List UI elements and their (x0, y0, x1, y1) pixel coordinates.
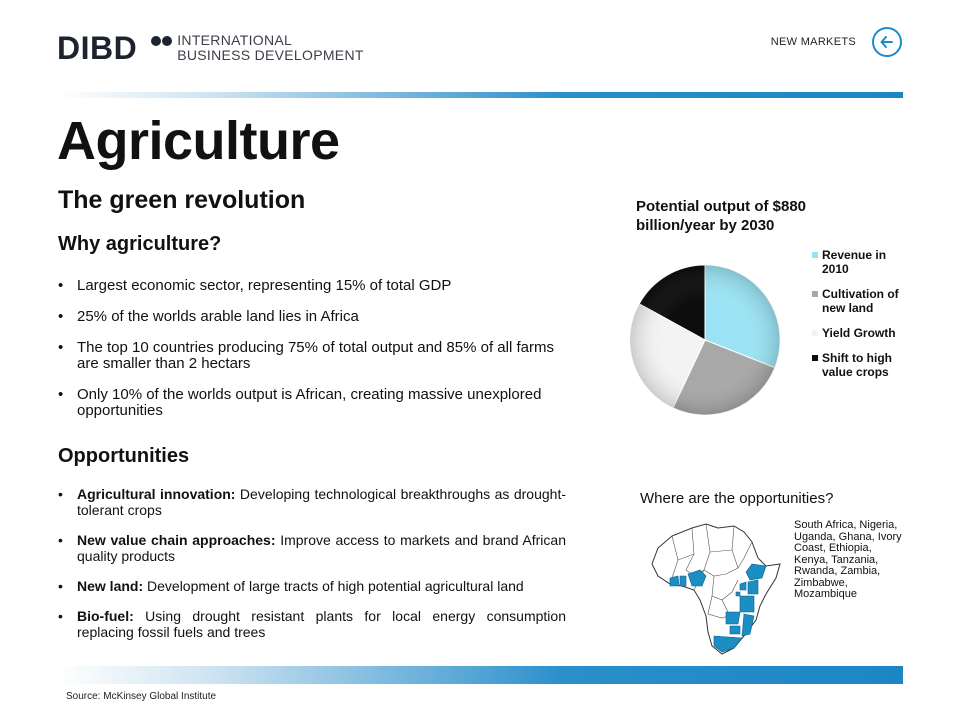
legend-swatch (812, 291, 818, 297)
why-heading: Why agriculture? (58, 233, 222, 255)
africa-outline (652, 524, 780, 654)
opportunity-bullet-text: Developing technological breakthroughs as drought-tolerant crops (77, 486, 566, 518)
logo-line-2: BUSINESS DEVELOPMENT (177, 47, 364, 63)
opportunity-bullet (58, 486, 566, 518)
legend-swatch (812, 252, 818, 258)
map-heading: Where are the opportunities? (640, 490, 834, 507)
top-nav (771, 27, 902, 57)
opportunity-bullet-text: Development of large tracts of high potential agricultural land (143, 578, 524, 594)
opportunity-bullet (58, 578, 566, 594)
legend-item (812, 287, 900, 315)
legend-label: Revenue in 2010 (822, 248, 887, 276)
logo-subtitle (177, 33, 364, 63)
header-divider (57, 92, 903, 98)
country-ghana (680, 576, 686, 586)
opportunity-bullet-title: Agricultural innovation: (77, 486, 236, 502)
country-zimbabwe (730, 626, 740, 634)
pie-chart (620, 255, 790, 425)
logo-line-1: INTERNATIONAL (177, 32, 293, 48)
why-bullet: • Largest economic sector, representing 15% of total GDP (58, 278, 578, 294)
country-rwanda (736, 592, 740, 596)
legend-label: Cultivation of new land (822, 287, 899, 315)
chart-title: Potential output of $880 billion/year by 2030 (636, 198, 807, 234)
opportunity-bullet (58, 608, 566, 640)
opportunity-bullet-list (58, 486, 566, 654)
back-button[interactable] (872, 27, 902, 57)
source-note: Source: McKinsey Global Institute (66, 691, 217, 702)
africa-map (648, 520, 788, 660)
logo-dots-icon (151, 36, 173, 46)
opportunity-bullet-text: Using drought resistant plants for local energy consumption replacing fossil fuels and trees (77, 608, 566, 640)
why-bullet: • The top 10 countries producing 75% of total output and 85% of all farms are smaller than 2 hectars (58, 340, 578, 372)
opportunity-bullet (58, 532, 566, 564)
arrow-left-icon (879, 34, 895, 50)
opportunity-countries: South Africa, Nigeria, Uganda, Ghana, Ivory Coast, Ethiopia, Kenya, Tanzania, Rwanda, Zambia, Zimbabwe, Mozambique (794, 519, 902, 600)
opportunity-bullet-title: New value chain approaches: (77, 532, 276, 548)
country-ivory-coast (670, 576, 679, 586)
new-markets-link[interactable]: NEW MARKETS (770, 36, 856, 48)
opportunities-heading: Opportunities (58, 445, 190, 467)
country-zambia (726, 612, 740, 624)
legend-swatch (812, 355, 818, 361)
opportunity-bullet-title: Bio-fuel: (77, 608, 134, 624)
legend-label: Shift to high value crops (822, 351, 892, 379)
logo-wordmark: DIBD (57, 30, 138, 66)
why-bullet: • 25% of the worlds arable land lies in Africa (58, 309, 578, 325)
legend-item (812, 326, 900, 340)
country-tanzania (740, 596, 754, 612)
country-kenya (748, 580, 758, 594)
opportunity-bullet-text: Improve access to markets and brand African quality products (77, 532, 566, 564)
page-subtitle: The green revolution (58, 186, 306, 214)
legend-item (812, 351, 900, 379)
why-bullet-list (58, 278, 578, 434)
chart-legend (812, 248, 900, 390)
country-mozambique (742, 614, 754, 636)
opportunity-bullet-title: New land: (77, 578, 144, 594)
legend-item (812, 248, 900, 276)
legend-swatch (812, 330, 818, 336)
why-bullet: • Only 10% of the worlds output is African, creating massive unexplored opportunities (58, 387, 578, 419)
legend-label: Yield Growth (822, 326, 896, 340)
page-title: Agriculture (57, 111, 340, 171)
dibd-logo (57, 30, 364, 66)
footer-bar (57, 666, 903, 684)
